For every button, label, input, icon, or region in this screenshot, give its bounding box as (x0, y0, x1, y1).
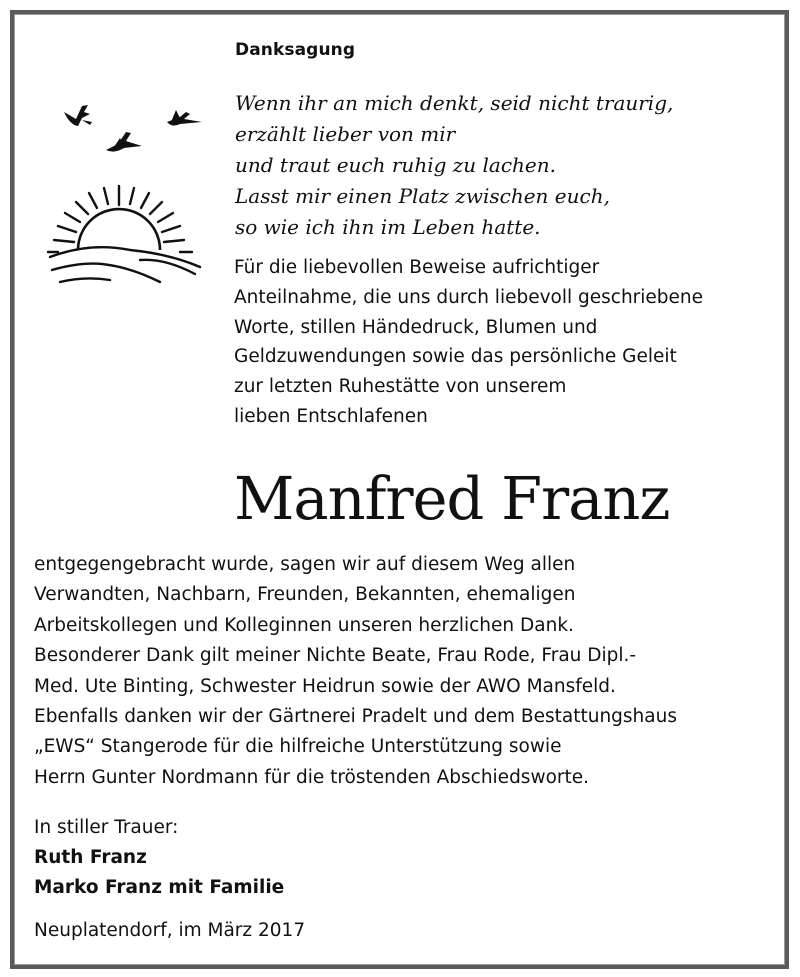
birds-sunset-over-hills-icon (30, 92, 205, 302)
thanks-body (34, 550, 677, 793)
intro-line: Worte, stillen Händedruck, Blumen und (234, 316, 598, 338)
body-line: Besonderer Dank gilt meiner Nichte Beate, Frau Rode, Frau Dipl.- (34, 645, 637, 667)
poem-line: Lasst mir einen Platz zwischen euch, (235, 184, 610, 208)
intro-line: zur letzten Ruhestätte von unserem (234, 376, 567, 398)
poem-line: so wie ich ihn im Leben hatte. (235, 215, 541, 239)
mourner-name: Marko Franz mit Familie (34, 877, 285, 898)
body-line: Herrn Gunter Nordmann für die tröstenden Abschiedsworte. (34, 766, 590, 788)
body-line: entgegengebracht wurde, sagen wir auf diesem Weg allen (34, 554, 576, 575)
poem (235, 88, 673, 243)
sun-arc (78, 209, 160, 250)
body-line: Ebenfalls danken wir der Gärtnerei Pradelt und dem Bestattungshaus (34, 706, 677, 728)
poem-line: erzählt lieber von mir (235, 122, 456, 146)
birds-icon (64, 105, 202, 152)
mourning-label: In stiller Trauer: (34, 817, 179, 838)
body-line: Med. Ute Binting, Schwester Heidrun sowie der AWO Mansfeld. (34, 675, 616, 697)
intro-line: Für die liebevollen Beweise aufrichtiger (234, 257, 600, 278)
notice-frame (10, 10, 789, 969)
intro-line: Geldzuwendungen sowie das persönliche Geleit (234, 346, 677, 368)
mourning-block (34, 813, 284, 903)
hills-icon (50, 247, 200, 282)
place-date: Neuplatendorf, im März 2017 (34, 920, 306, 941)
body-line: „EWS“ Stangerode für die hilfreiche Unterstützung sowie (34, 736, 562, 758)
intro-text (234, 253, 703, 432)
notice-heading: Danksagung (235, 40, 356, 60)
sun-rays-icon (48, 186, 192, 252)
body-line: Arbeitskollegen und Kolleginnen unseren herzlichen Dank. (34, 614, 574, 636)
poem-line: Wenn ihr an mich denkt, seid nicht traurig, (235, 91, 674, 115)
intro-line: Anteilnahme, die uns durch liebevoll geschriebene (234, 286, 704, 308)
intro-line: lieben Entschlafenen (234, 405, 428, 427)
deceased-name: Manfred Franz (234, 464, 670, 533)
poem-line: und traut euch ruhig zu lachen. (235, 153, 557, 177)
body-line: Verwandten, Nachbarn, Freunden, Bekannten, ehemaligen (34, 584, 576, 606)
mourner-name: Ruth Franz (34, 847, 147, 868)
